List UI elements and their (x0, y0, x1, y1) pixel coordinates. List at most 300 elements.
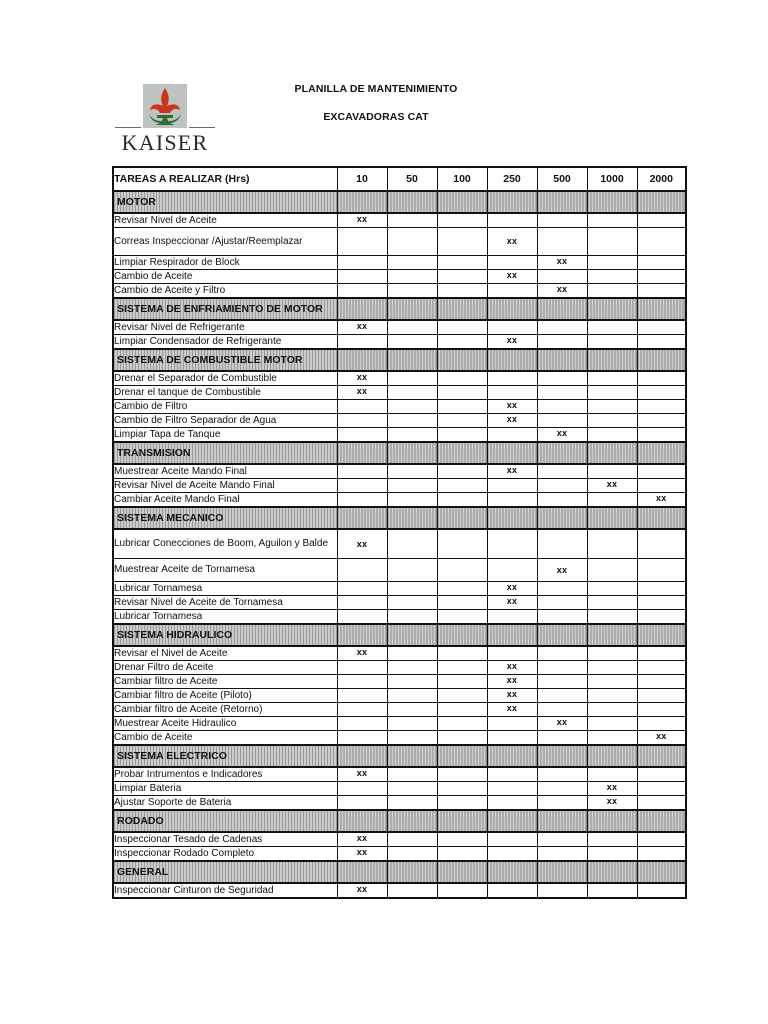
section-header-cell (487, 349, 537, 371)
interval-mark-cell (437, 610, 487, 625)
interval-mark-cell (537, 731, 587, 746)
task-row (113, 428, 686, 443)
interval-mark-cell (587, 256, 637, 270)
interval-mark-cell (537, 228, 587, 256)
interval-mark-cell (387, 400, 437, 414)
section-header-cell (337, 442, 387, 464)
interval-mark-cell (387, 464, 437, 479)
interval-mark-cell (387, 767, 437, 782)
section-header-cell (637, 298, 686, 320)
interval-mark-cell (437, 228, 487, 256)
interval-mark-cell (637, 582, 686, 596)
task-row (113, 703, 686, 717)
task-row (113, 832, 686, 847)
interval-mark-cell (487, 731, 537, 746)
section-header-cell (537, 191, 587, 213)
interval-mark-cell: xx (487, 675, 537, 689)
interval-mark-cell (587, 320, 637, 335)
task-label: Lubricar Conecciones de Boom, Aguilon y Balde (113, 529, 337, 559)
interval-mark-cell (387, 796, 437, 811)
interval-mark-cell: xx (587, 782, 637, 796)
section-title (113, 624, 337, 646)
interval-mark-cell (437, 883, 487, 898)
interval-mark-cell (387, 646, 437, 661)
interval-mark-cell: xx (337, 213, 387, 228)
section-header-row (113, 442, 686, 464)
task-row (113, 796, 686, 811)
interval-mark-cell (537, 320, 587, 335)
interval-mark-cell (587, 582, 637, 596)
interval-mark-cell: xx (337, 371, 387, 386)
interval-mark-cell (437, 832, 487, 847)
table-header-row (113, 167, 686, 191)
section-header-cell (587, 442, 637, 464)
section-title-text: RODADO (117, 815, 164, 827)
interval-mark-cell: xx (337, 320, 387, 335)
interval-mark-cell (637, 284, 686, 299)
interval-mark-cell (387, 270, 437, 284)
section-header-cell (437, 298, 487, 320)
section-header-cell (637, 349, 686, 371)
document-subtitle: EXCAVADORAS CAT (323, 111, 429, 123)
task-label: Cambiar filtro de Aceite (Piloto) (113, 689, 337, 703)
interval-mark-cell (387, 782, 437, 796)
interval-mark-cell (337, 703, 387, 717)
interval-mark-cell (437, 703, 487, 717)
section-header-cell (337, 810, 387, 832)
section-header-cell (387, 745, 437, 767)
interval-mark-cell (637, 320, 686, 335)
section-header-cell (587, 298, 637, 320)
interval-mark-cell (587, 400, 637, 414)
interval-mark-cell: xx (337, 832, 387, 847)
interval-mark-cell (587, 832, 637, 847)
task-row (113, 320, 686, 335)
section-header-row (113, 861, 686, 883)
section-header-cell (637, 191, 686, 213)
interval-mark-cell (637, 703, 686, 717)
interval-mark-cell (587, 689, 637, 703)
section-header-cell (537, 349, 587, 371)
interval-mark-cell (437, 717, 487, 731)
task-label: Limpiar Bateria (113, 782, 337, 796)
task-row (113, 414, 686, 428)
task-label: Cambio de Aceite y Filtro (113, 284, 337, 299)
section-header-cell (487, 861, 537, 883)
interval-mark-cell (337, 428, 387, 443)
interval-mark-cell (637, 464, 686, 479)
task-row (113, 610, 686, 625)
interval-mark-cell (637, 596, 686, 610)
section-header-cell (437, 861, 487, 883)
interval-mark-cell (337, 717, 387, 731)
section-header-cell (537, 442, 587, 464)
interval-mark-cell (537, 796, 587, 811)
interval-mark-cell (587, 228, 637, 256)
interval-mark-cell (537, 371, 587, 386)
interval-mark-cell: xx (487, 270, 537, 284)
task-row (113, 270, 686, 284)
interval-mark-cell: xx (537, 717, 587, 731)
section-header-cell (637, 507, 686, 529)
task-label: Cambio de Filtro Separador de Agua (113, 414, 337, 428)
section-header-cell (537, 861, 587, 883)
task-label: Inspeccionar Tesado de Cadenas (113, 832, 337, 847)
section-header-cell (537, 810, 587, 832)
section-header-cell (537, 745, 587, 767)
interval-mark-cell (637, 883, 686, 898)
interval-mark-cell (637, 610, 686, 625)
section-header-cell (637, 745, 686, 767)
interval-mark-cell (487, 610, 537, 625)
interval-mark-cell (387, 596, 437, 610)
task-label: Limpiar Condensador de Refrigerante (113, 335, 337, 350)
task-label: Drenar el tanque de Combustible (113, 386, 337, 400)
interval-mark-cell (487, 493, 537, 508)
interval-mark-cell (387, 493, 437, 508)
section-header-cell (337, 507, 387, 529)
interval-mark-cell (637, 256, 686, 270)
kaiser-logo (113, 84, 217, 156)
interval-mark-cell (437, 464, 487, 479)
task-label: Drenar el Separador de Combustible (113, 371, 337, 386)
interval-mark-cell (387, 559, 437, 582)
interval-mark-cell (587, 464, 637, 479)
interval-mark-cell (387, 675, 437, 689)
task-label: Probar Intrumentos e Indicadores (113, 767, 337, 782)
section-header-cell (587, 810, 637, 832)
interval-mark-cell (487, 213, 537, 228)
section-title (113, 810, 337, 832)
interval-mark-cell (587, 703, 637, 717)
interval-mark-cell (587, 284, 637, 299)
interval-mark-cell (537, 493, 587, 508)
interval-header: 250 (487, 167, 537, 191)
task-row (113, 731, 686, 746)
interval-mark-cell (637, 400, 686, 414)
interval-mark-cell (587, 767, 637, 782)
interval-mark-cell (387, 610, 437, 625)
task-row (113, 335, 686, 350)
interval-mark-cell (637, 847, 686, 862)
interval-mark-cell (637, 675, 686, 689)
interval-mark-cell (337, 414, 387, 428)
interval-mark-cell: xx (337, 767, 387, 782)
interval-mark-cell: xx (487, 689, 537, 703)
interval-mark-cell (537, 335, 587, 350)
interval-mark-cell (437, 320, 487, 335)
section-header-cell (337, 298, 387, 320)
task-label: Cambio de Aceite (113, 731, 337, 746)
interval-mark-cell (437, 270, 487, 284)
task-label: Revisar Nivel de Aceite de Tornamesa (113, 596, 337, 610)
section-header-row (113, 810, 686, 832)
interval-mark-cell (437, 661, 487, 675)
section-header-cell (537, 298, 587, 320)
interval-mark-cell (387, 479, 437, 493)
interval-mark-cell (537, 479, 587, 493)
section-header-cell (387, 349, 437, 371)
interval-mark-cell (587, 493, 637, 508)
interval-header: 2000 (637, 167, 686, 191)
section-header-cell (437, 191, 487, 213)
interval-mark-cell (637, 213, 686, 228)
interval-mark-cell: xx (637, 731, 686, 746)
interval-mark-cell (437, 675, 487, 689)
interval-mark-cell (387, 284, 437, 299)
task-label: Limpiar Tapa de Tanque (113, 428, 337, 443)
task-row (113, 596, 686, 610)
section-header-cell (637, 442, 686, 464)
task-row (113, 661, 686, 675)
task-row (113, 782, 686, 796)
interval-mark-cell (337, 284, 387, 299)
interval-mark-cell (387, 529, 437, 559)
interval-mark-cell: xx (337, 883, 387, 898)
task-row (113, 582, 686, 596)
interval-mark-cell (437, 256, 487, 270)
section-header-cell (337, 624, 387, 646)
interval-mark-cell: xx (587, 479, 637, 493)
task-row (113, 386, 686, 400)
interval-mark-cell (387, 371, 437, 386)
interval-mark-cell (537, 582, 587, 596)
section-title-text: TRANSMISION (117, 447, 191, 459)
interval-mark-cell (437, 689, 487, 703)
interval-mark-cell (487, 782, 537, 796)
interval-mark-cell (487, 386, 537, 400)
section-title-text: SISTEMA ELECTRICO (117, 750, 227, 762)
interval-mark-cell (387, 228, 437, 256)
interval-mark-cell (487, 717, 537, 731)
interval-mark-cell (637, 717, 686, 731)
interval-mark-cell (587, 414, 637, 428)
section-header-cell (587, 861, 637, 883)
interval-mark-cell (587, 661, 637, 675)
interval-mark-cell (487, 796, 537, 811)
interval-mark-cell (637, 270, 686, 284)
interval-mark-cell (337, 493, 387, 508)
interval-header: 500 (537, 167, 587, 191)
interval-mark-cell (437, 782, 487, 796)
interval-mark-cell (387, 689, 437, 703)
interval-mark-cell (537, 782, 587, 796)
interval-mark-cell (437, 493, 487, 508)
task-row (113, 228, 686, 256)
task-label: Revisar Nivel de Aceite Mando Final (113, 479, 337, 493)
interval-mark-cell (337, 731, 387, 746)
interval-mark-cell (537, 610, 587, 625)
interval-mark-cell (387, 883, 437, 898)
interval-mark-cell (337, 610, 387, 625)
task-label: Revisar Nivel de Aceite (113, 213, 337, 228)
interval-mark-cell (387, 717, 437, 731)
interval-mark-cell (587, 428, 637, 443)
interval-mark-cell (387, 847, 437, 862)
section-header-cell (387, 442, 437, 464)
interval-mark-cell (487, 767, 537, 782)
interval-mark-cell (337, 675, 387, 689)
section-title-text: GENERAL (117, 866, 169, 878)
section-header-cell (337, 745, 387, 767)
interval-mark-cell (487, 320, 537, 335)
section-header-cell (637, 861, 686, 883)
interval-mark-cell (337, 270, 387, 284)
interval-mark-cell (637, 335, 686, 350)
task-row (113, 689, 686, 703)
section-header-cell (387, 624, 437, 646)
section-title (113, 298, 337, 320)
interval-mark-cell (437, 414, 487, 428)
interval-mark-cell: xx (537, 256, 587, 270)
interval-mark-cell: xx (537, 284, 587, 299)
interval-mark-cell (537, 883, 587, 898)
interval-mark-cell (437, 796, 487, 811)
section-header-cell (437, 507, 487, 529)
task-row (113, 847, 686, 862)
interval-mark-cell: xx (637, 493, 686, 508)
interval-mark-cell (437, 847, 487, 862)
section-title-text: SISTEMA DE ENFRIAMIENTO DE MOTOR (117, 303, 323, 315)
interval-mark-cell (387, 731, 437, 746)
task-label: Revisar Nivel de Refrigerante (113, 320, 337, 335)
interval-mark-cell (337, 782, 387, 796)
interval-mark-cell: xx (537, 428, 587, 443)
interval-mark-cell (337, 661, 387, 675)
task-row (113, 646, 686, 661)
interval-mark-cell (437, 646, 487, 661)
section-header-row (113, 624, 686, 646)
interval-mark-cell (537, 529, 587, 559)
section-header-cell (437, 349, 487, 371)
section-header-cell (487, 298, 537, 320)
section-title (113, 349, 337, 371)
task-label: Drenar Filtro de Aceite (113, 661, 337, 675)
interval-mark-cell (637, 832, 686, 847)
interval-mark-cell (437, 767, 487, 782)
interval-mark-cell (337, 689, 387, 703)
logo-rule-left (115, 127, 141, 128)
interval-mark-cell (587, 675, 637, 689)
section-header-cell (537, 624, 587, 646)
interval-mark-cell (487, 832, 537, 847)
interval-mark-cell (587, 270, 637, 284)
interval-mark-cell: xx (487, 596, 537, 610)
task-row (113, 883, 686, 898)
interval-mark-cell (637, 414, 686, 428)
task-label: Muestrear Aceite Hidraulico (113, 717, 337, 731)
interval-mark-cell: xx (487, 414, 537, 428)
interval-mark-cell (387, 386, 437, 400)
interval-mark-cell (337, 479, 387, 493)
section-header-cell (587, 349, 637, 371)
section-header-cell (637, 624, 686, 646)
interval-mark-cell (487, 559, 537, 582)
section-header-cell (487, 810, 537, 832)
interval-mark-cell (537, 646, 587, 661)
interval-mark-cell (487, 256, 537, 270)
interval-mark-cell: xx (487, 228, 537, 256)
interval-mark-cell: xx (487, 582, 537, 596)
task-row (113, 479, 686, 493)
interval-mark-cell (587, 717, 637, 731)
task-label: Cambiar filtro de Aceite (Retorno) (113, 703, 337, 717)
interval-mark-cell (637, 782, 686, 796)
interval-mark-cell (587, 335, 637, 350)
task-row (113, 493, 686, 508)
section-header-cell (587, 624, 637, 646)
interval-mark-cell (637, 371, 686, 386)
interval-mark-cell (637, 386, 686, 400)
section-title-text: SISTEMA HIDRAULICO (117, 629, 233, 641)
interval-mark-cell: xx (487, 335, 537, 350)
interval-mark-cell (387, 832, 437, 847)
interval-mark-cell (337, 256, 387, 270)
task-row (113, 559, 686, 582)
interval-mark-cell (437, 400, 487, 414)
interval-mark-cell (637, 428, 686, 443)
interval-header: 50 (387, 167, 437, 191)
interval-mark-cell (537, 414, 587, 428)
interval-mark-cell: xx (487, 703, 537, 717)
interval-mark-cell (337, 464, 387, 479)
section-header-cell (337, 861, 387, 883)
task-row (113, 529, 686, 559)
interval-mark-cell (537, 213, 587, 228)
interval-mark-cell (337, 335, 387, 350)
section-header-cell (387, 507, 437, 529)
interval-mark-cell: xx (337, 529, 387, 559)
interval-header: 10 (337, 167, 387, 191)
interval-mark-cell (587, 213, 637, 228)
interval-mark-cell (437, 371, 487, 386)
interval-mark-cell (587, 559, 637, 582)
interval-mark-cell (537, 386, 587, 400)
interval-mark-cell (587, 731, 637, 746)
task-row (113, 371, 686, 386)
logo-wordmark: KAISER (121, 130, 209, 155)
interval-header: 100 (437, 167, 487, 191)
task-label: Cambiar Aceite Mando Final (113, 493, 337, 508)
section-header-row (113, 745, 686, 767)
task-label: Revisar el Nivel de Aceite (113, 646, 337, 661)
interval-mark-cell: xx (487, 661, 537, 675)
task-row (113, 284, 686, 299)
section-header-cell (337, 349, 387, 371)
interval-mark-cell (587, 883, 637, 898)
section-header-cell (387, 810, 437, 832)
section-header-row (113, 298, 686, 320)
task-row (113, 464, 686, 479)
interval-mark-cell (387, 414, 437, 428)
task-label: Cambio de Filtro (113, 400, 337, 414)
interval-mark-cell (337, 582, 387, 596)
interval-mark-cell (387, 213, 437, 228)
task-label: Muestrear Aceite de Tornamesa (113, 559, 337, 582)
interval-mark-cell (437, 213, 487, 228)
section-header-cell (487, 191, 537, 213)
section-header-row (113, 191, 686, 213)
section-header-row (113, 507, 686, 529)
interval-mark-cell (387, 582, 437, 596)
section-header-cell (537, 507, 587, 529)
interval-mark-cell (337, 796, 387, 811)
interval-mark-cell: xx (337, 646, 387, 661)
task-label: Lubricar Tornamesa (113, 582, 337, 596)
section-header-cell (487, 442, 537, 464)
task-row (113, 717, 686, 731)
interval-mark-cell (587, 371, 637, 386)
